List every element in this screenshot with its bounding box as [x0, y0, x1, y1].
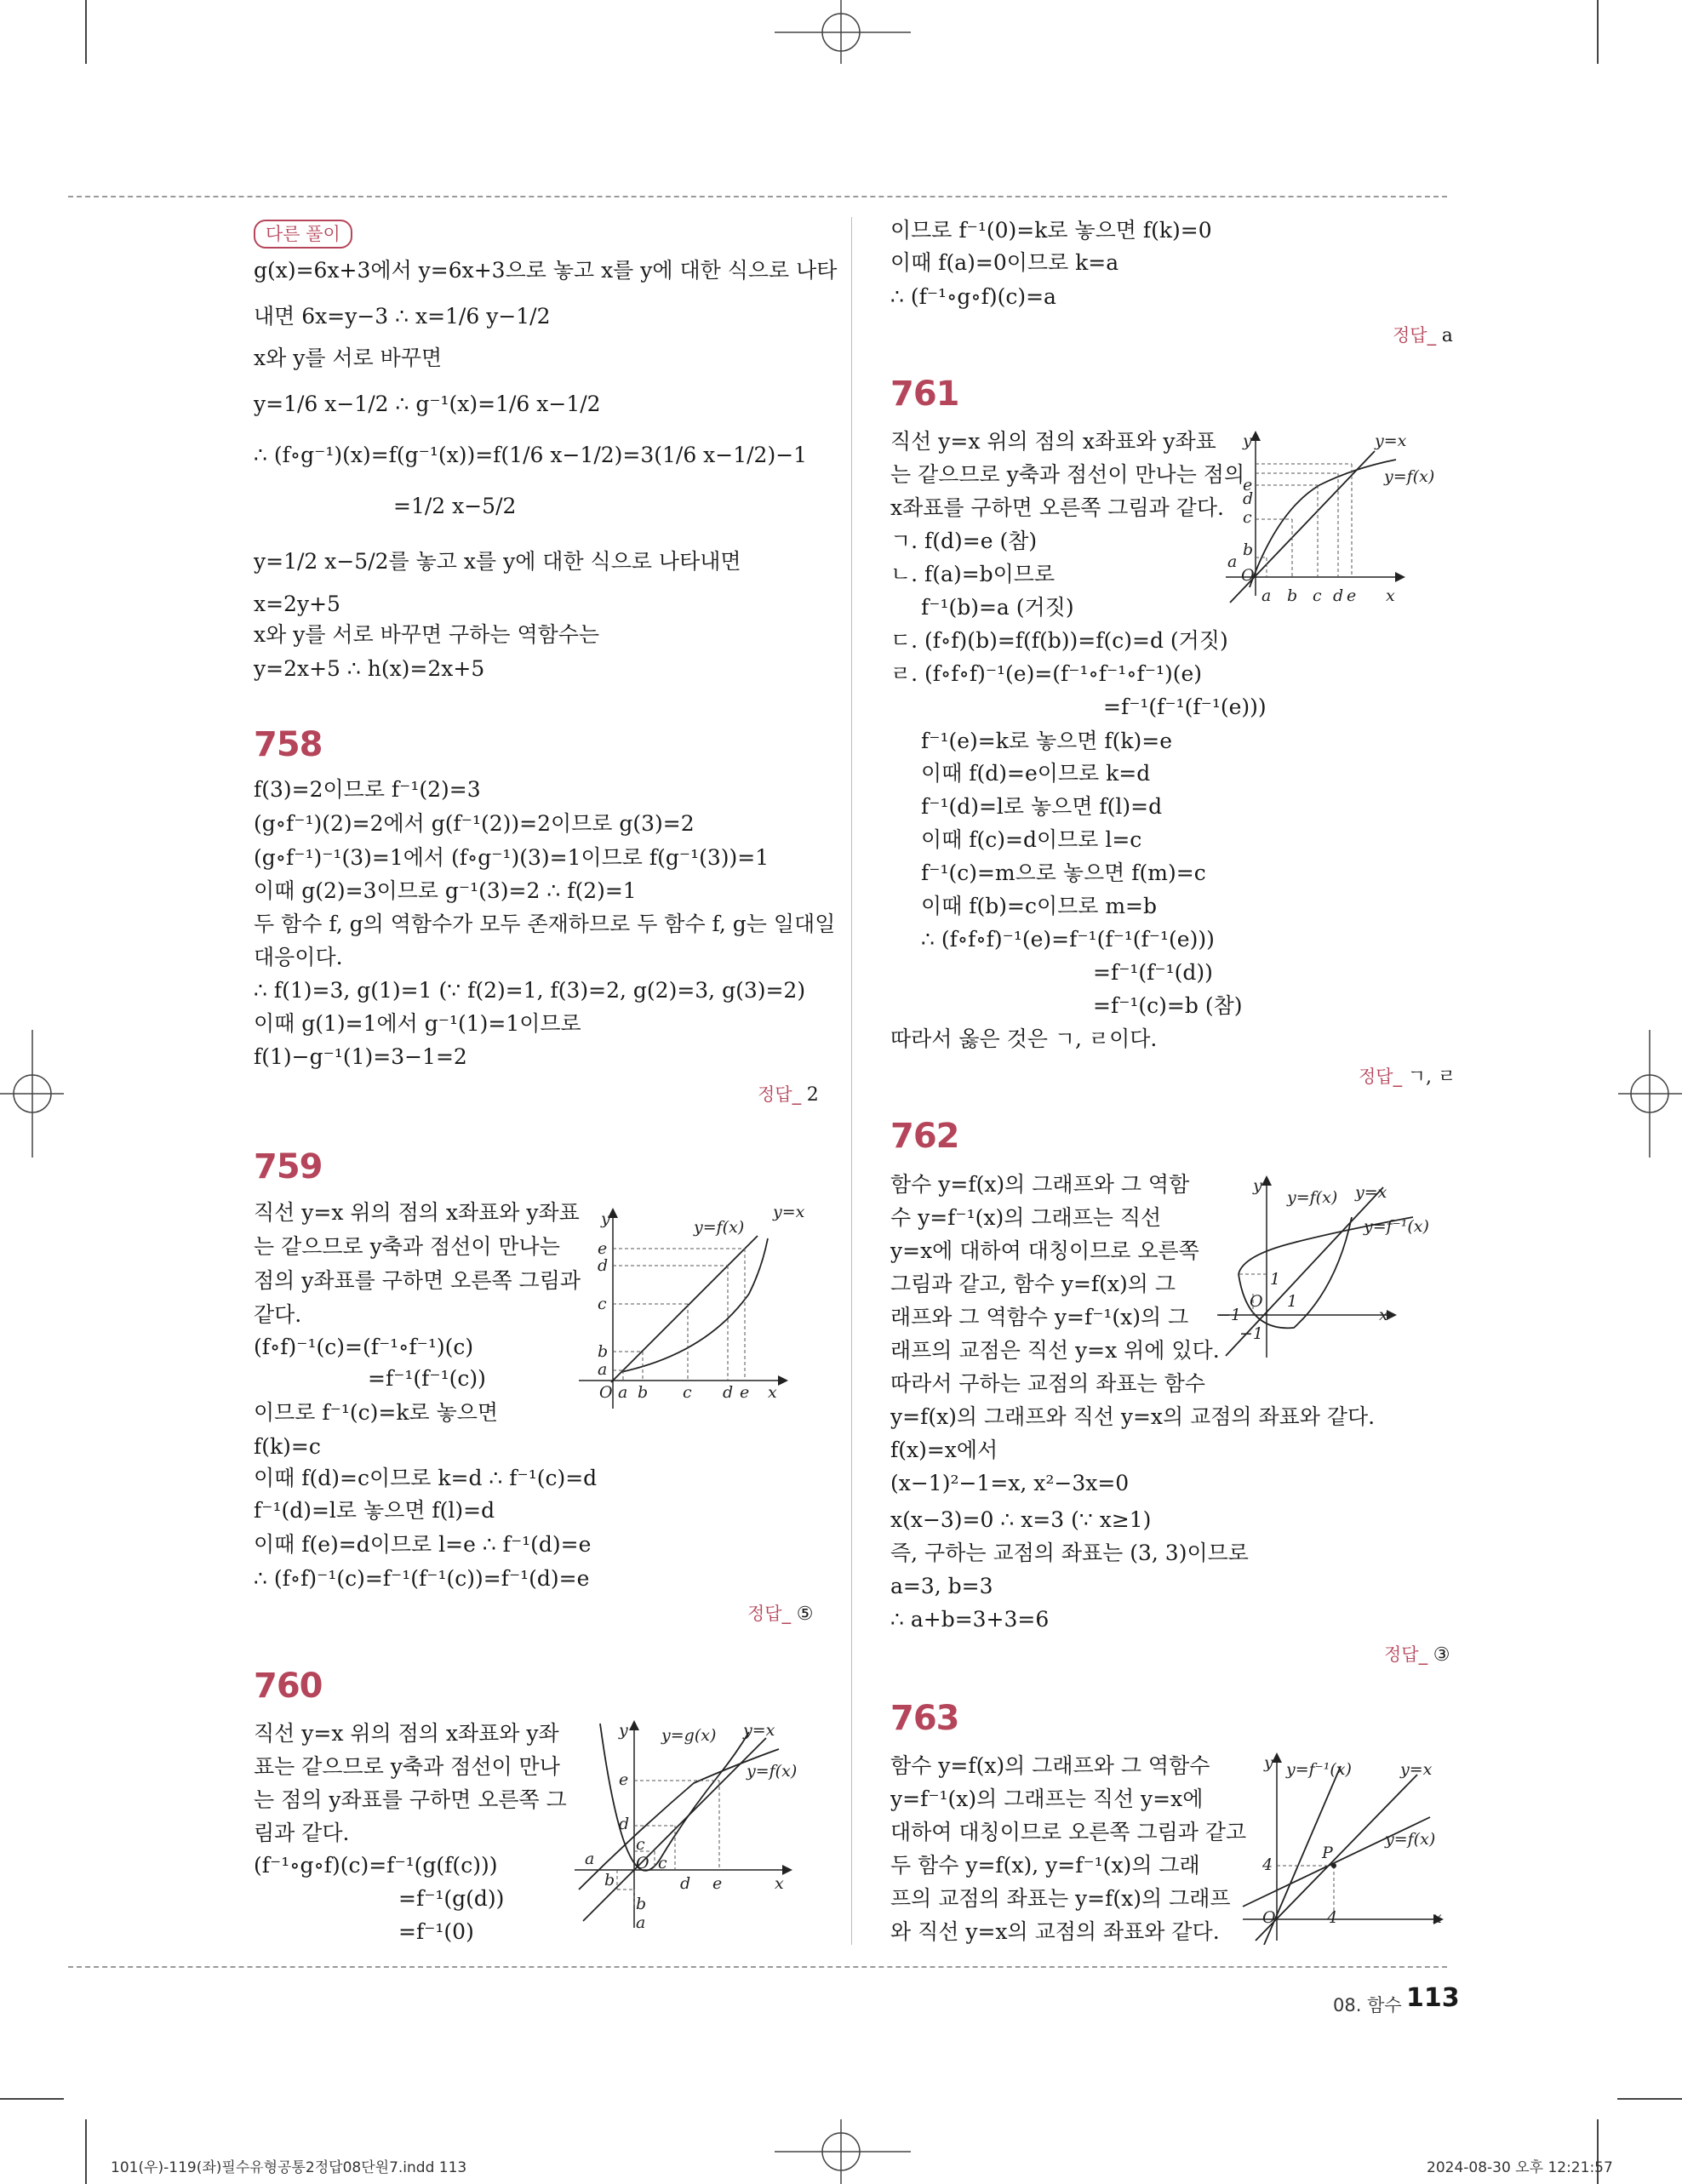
- solution-line: 수 y=f⁻¹(x)의 그래프는 직선: [890, 1205, 1162, 1230]
- graph-label: e: [712, 1874, 723, 1893]
- graph-label: c: [1313, 586, 1322, 605]
- solution-line: =f⁻¹(c)=b (참): [1093, 993, 1243, 1018]
- registration-mark: [766, 0, 919, 64]
- registration-mark: [766, 2119, 919, 2184]
- solution-line: =f⁻¹(f⁻¹(f⁻¹(e))): [1103, 695, 1267, 719]
- graph-label: 4: [1262, 1855, 1273, 1874]
- graph-label: b: [1243, 540, 1254, 559]
- graph-label: x: [768, 1383, 777, 1402]
- solution-line: 대응이다.: [254, 945, 343, 969]
- solution-line: (f∘f)⁻¹(c)=(f⁻¹∘f⁻¹)(c): [254, 1335, 474, 1359]
- graph-label: P: [1322, 1844, 1333, 1862]
- crop-mark: [85, 2119, 87, 2184]
- answer-value: ⑤: [796, 1604, 814, 1625]
- solution-line: 는 점의 y좌표를 구하면 오른쪽 그: [254, 1787, 567, 1812]
- solution-line: 이때 g(1)=1에서 g⁻¹(1)=1이므로: [254, 1011, 581, 1036]
- graph-label: y: [1253, 1176, 1262, 1195]
- graph-label: b: [638, 1383, 649, 1402]
- solution-line: 이때 f(d)=e이므로 k=d: [921, 761, 1151, 786]
- alt-line: x=2y+5: [254, 592, 340, 616]
- graph-label: b: [598, 1342, 609, 1361]
- graph-label: y=f⁻¹(x): [1286, 1760, 1352, 1779]
- solution-line: 직선 y=x 위의 점의 x좌표와 y좌표: [254, 1200, 580, 1225]
- solution-line: ∴ f(1)=3, g(1)=1 (∵ f(2)=1, f(3)=2, g(2)=3, g(3)=2): [254, 978, 806, 1003]
- graph-label: y=f(x): [694, 1218, 745, 1237]
- answer: [1359, 1062, 1456, 1089]
- answer-value: 2: [806, 1084, 819, 1106]
- graph-label: y: [1264, 1753, 1273, 1772]
- graph-label: b: [636, 1895, 647, 1913]
- crop-mark: [0, 2098, 64, 2100]
- solution-line: =f⁻¹(f⁻¹(c)): [368, 1366, 486, 1391]
- graph-label: −1: [1239, 1324, 1264, 1343]
- solution-line: 따라서 옳은 것은 ㄱ, ㄹ이다.: [890, 1026, 1158, 1051]
- solution-line: 는 같으므로 y축과 점선이 만나는 점의: [890, 462, 1245, 487]
- graph-label: x: [775, 1874, 784, 1893]
- solution-line: 이므로 f⁻¹(0)=k로 놓으면 f(k)=0: [890, 218, 1212, 243]
- alt-line: x와 y를 서로 바꾸면: [254, 346, 443, 370]
- solution-line: ㄷ. (f∘f)(b)=f(f(b))=f(c)=d (거짓): [890, 628, 1228, 653]
- solution-line: 는 같으므로 y축과 점선이 만나는: [254, 1234, 560, 1259]
- answer: [747, 1600, 814, 1626]
- problem-number: 761: [890, 374, 959, 414]
- alt-line: x와 y를 서로 바꾸면 구하는 역함수는: [254, 622, 600, 647]
- answer-label: 정답_: [1359, 1066, 1403, 1087]
- solution-line: 같다.: [254, 1302, 302, 1327]
- solution-line: 직선 y=x 위의 점의 x좌표와 y좌표: [890, 429, 1216, 454]
- solution-line: 두 함수 y=f(x), y=f⁻¹(x)의 그래: [890, 1853, 1200, 1878]
- solution-line: ㄴ. f(a)=b이므로: [890, 562, 1056, 586]
- solution-line: 이때 f(a)=0이므로 k=a: [890, 250, 1119, 275]
- solution-line: a=3, b=3: [890, 1574, 993, 1598]
- graph-label: e: [598, 1239, 608, 1258]
- graph-label: c: [1243, 508, 1252, 527]
- answer-label: 정답_: [1393, 325, 1437, 346]
- graph-label: 1: [1270, 1270, 1281, 1289]
- problem-number: 759: [254, 1147, 323, 1186]
- graph-762: [1209, 1170, 1464, 1366]
- solution-line: 래프의 교점은 직선 y=x 위에 있다.: [890, 1338, 1220, 1363]
- graph-label: c: [598, 1295, 607, 1313]
- graph-label: a: [585, 1850, 595, 1868]
- graph-label: 1: [1287, 1292, 1298, 1311]
- solution-line: ∴ (f∘f∘f)⁻¹(e)=f⁻¹(f⁻¹(f⁻¹(e))): [921, 927, 1215, 952]
- solution-line: x좌표를 구하면 오른쪽 그림과 같다.: [890, 495, 1224, 520]
- solution-line: 그림과 같고, 함수 y=f(x)의 그: [890, 1272, 1176, 1296]
- solution-line: 와 직선 y=x의 교점의 좌표와 같다.: [890, 1919, 1220, 1944]
- solution-line: (g∘f⁻¹)⁻¹(3)=1에서 (f∘g⁻¹)(3)=1이므로 f(g⁻¹(3))=1: [254, 845, 769, 870]
- alt-line: =1/2 x−5/2: [393, 494, 517, 518]
- alt-line: y=1/6 x−1/2 ∴ g⁻¹(x)=1/6 x−1/2: [254, 392, 601, 416]
- chapter-label: 08. 함수: [1333, 1995, 1402, 2015]
- answer-label: 정답_: [747, 1604, 792, 1624]
- solution-line: ∴ a+b=3+3=6: [890, 1607, 1050, 1632]
- solution-line: ㄱ. f(d)=e (참): [890, 529, 1038, 553]
- graph-label: x: [1386, 586, 1395, 605]
- answer: [1393, 322, 1453, 347]
- graph-label: a: [1262, 586, 1272, 605]
- graph-label: x: [1379, 1306, 1388, 1324]
- graph-label: y=f(x): [1287, 1188, 1338, 1207]
- graph-label: e: [740, 1383, 750, 1402]
- crop-mark: [1597, 0, 1599, 64]
- solution-line: f⁻¹(d)=l로 놓으면 f(l)=d: [921, 794, 1163, 819]
- solution-line: 이때 f(b)=c이므로 m=b: [921, 894, 1158, 918]
- solution-line: 이때 f(e)=d이므로 l=e ∴ f⁻¹(d)=e: [254, 1532, 592, 1557]
- solution-line: f(x)=x에서: [890, 1438, 998, 1462]
- problem-number: 760: [254, 1667, 323, 1706]
- graph-label: y=f⁻¹(x): [1364, 1217, 1429, 1236]
- alt-line: y=2x+5 ∴ h(x)=2x+5: [254, 656, 485, 681]
- solution-line: 함수 y=f(x)의 그래프와 그 역함수: [890, 1753, 1210, 1778]
- answer-value: ③: [1433, 1644, 1450, 1666]
- solution-line: 즉, 구하는 교점의 좌표는 (3, 3)이므로: [890, 1541, 1249, 1565]
- solution-line: =f⁻¹(f⁻¹(d)): [1093, 960, 1213, 985]
- graph-label: y: [1243, 432, 1252, 450]
- graph-label: O: [599, 1383, 613, 1402]
- solution-line: 림과 같다.: [254, 1821, 350, 1845]
- solution-line: f⁻¹(c)=m으로 놓으면 f(m)=c: [921, 860, 1206, 885]
- problem-number: 762: [890, 1117, 959, 1156]
- graph-761: [1217, 426, 1464, 613]
- solution-line: 이때 f(d)=c이므로 k=d ∴ f⁻¹(c)=d: [254, 1466, 598, 1490]
- graph-label: a: [636, 1913, 646, 1932]
- graph-label: O: [1241, 566, 1255, 585]
- solution-line: =f⁻¹(g(d)): [398, 1886, 505, 1911]
- graph-label: y: [601, 1209, 610, 1228]
- graph-label: y=f(x): [747, 1762, 798, 1781]
- crop-mark: [85, 0, 87, 64]
- solution-line: (g∘f⁻¹)(2)=2에서 g(f⁻¹(2))=2이므로 g(3)=2: [254, 811, 695, 836]
- graph-label: e: [1243, 476, 1253, 495]
- alt-line: y=1/2 x−5/2를 놓고 x를 y에 대한 식으로 나타내면: [254, 549, 741, 574]
- column-divider: [851, 217, 852, 1945]
- graph-label: y=x: [773, 1203, 805, 1221]
- crop-mark: [1617, 2098, 1682, 2100]
- solution-line: 프의 교점의 좌표는 y=f(x)의 그래프: [890, 1886, 1231, 1911]
- alt-line: g(x)=6x+3에서 y=6x+3으로 놓고 x를 y에 대한 식으로 나타: [254, 258, 838, 283]
- problem-number: 758: [254, 725, 323, 764]
- graph-label: d: [598, 1256, 609, 1275]
- graph-label: O: [1250, 1292, 1263, 1311]
- answer: [1384, 1641, 1450, 1667]
- solution-line: (x−1)²−1=x, x²−3x=0: [890, 1471, 1130, 1495]
- alt-line: ∴ (f∘g⁻¹)(x)=f(g⁻¹(x))=f(1/6 x−1/2)=3(1/6 x−1/2)−1: [254, 443, 808, 467]
- solution-line: y=f(x)의 그래프와 직선 y=x의 교점의 좌표와 같다.: [890, 1404, 1376, 1429]
- solution-line: x(x−3)=0 ∴ x=3 (∵ x≥1): [890, 1507, 1152, 1532]
- graph-label: b: [604, 1871, 615, 1890]
- alt-line: 내면 6x=y−3 ∴ x=1/6 y−1/2: [254, 304, 551, 329]
- solution-line: ㄹ. (f∘f∘f)⁻¹(e)=(f⁻¹∘f⁻¹∘f⁻¹)(e): [890, 661, 1203, 686]
- graph-label: y=x: [1400, 1760, 1433, 1779]
- solution-line: 점의 y좌표를 구하면 오른쪽 그림과: [254, 1268, 581, 1293]
- graph-label: c: [636, 1835, 645, 1854]
- solution-line: 대하여 대칭이므로 오른쪽 그림과 같고: [890, 1820, 1247, 1844]
- graph-label: d: [680, 1874, 691, 1893]
- timestamp: 2024-08-30 오후 12:21:57: [1427, 2159, 1613, 2176]
- solution-line: 이때 f(c)=d이므로 l=c: [921, 827, 1142, 852]
- graph-label: O: [636, 1854, 649, 1872]
- solution-line: 직선 y=x 위의 점의 x좌표와 y좌: [254, 1721, 559, 1746]
- solution-line: f(k)=c: [254, 1434, 321, 1459]
- solution-line: 함수 y=f(x)의 그래프와 그 역함: [890, 1172, 1190, 1197]
- graph-760: [566, 1715, 821, 1936]
- bottom-rule: [68, 1966, 1447, 1968]
- solution-line: f(1)−g⁻¹(1)=3−1=2: [254, 1044, 467, 1069]
- solution-line: 래프와 그 역함수 y=f⁻¹(x)의 그: [890, 1305, 1189, 1329]
- graph-763: [1239, 1749, 1464, 1945]
- graph-759: [579, 1200, 817, 1413]
- graph-label: y=x: [743, 1721, 775, 1740]
- graph-label: 4: [1327, 1908, 1338, 1927]
- intersection-point: [1331, 1863, 1336, 1868]
- graph-label: d: [723, 1383, 734, 1402]
- graph-label: y=f(x): [1384, 467, 1435, 486]
- solution-line: =f⁻¹(0): [398, 1919, 474, 1944]
- answer-value: a: [1441, 325, 1453, 346]
- answer-label: 정답_: [758, 1084, 802, 1105]
- graph-label: a: [1227, 552, 1238, 571]
- answer-value: ㄱ, ㄹ: [1407, 1066, 1456, 1088]
- solution-line: f⁻¹(e)=k로 놓으면 f(k)=e: [921, 729, 1173, 753]
- solution-line: 두 함수 f, g의 역함수가 모두 존재하므로 두 함수 f, g는 일대일: [254, 912, 836, 936]
- top-rule: [68, 196, 1447, 197]
- solution-line: y=f⁻¹(x)의 그래프는 직선 y=x에: [890, 1787, 1204, 1811]
- graph-label: y=g(x): [661, 1726, 717, 1745]
- graph-label: y=f(x): [1385, 1830, 1436, 1849]
- solution-line: y=x에 대하여 대칭이므로 오른쪽: [890, 1238, 1199, 1263]
- answer-label: 정답_: [1384, 1644, 1428, 1665]
- problem-number: 763: [890, 1699, 959, 1738]
- graph-label: y=x: [1375, 432, 1407, 450]
- graph-label: a: [598, 1360, 608, 1379]
- graph-label: e: [619, 1770, 629, 1789]
- solution-line: ∴ (f∘f)⁻¹(c)=f⁻¹(f⁻¹(c))=f⁻¹(d)=e: [254, 1566, 590, 1591]
- page-number: 113: [1406, 1983, 1460, 2013]
- graph-label: −1: [1217, 1306, 1242, 1324]
- solution-line: 따라서 구하는 교점의 좌표는 함수: [890, 1371, 1205, 1396]
- graph-label: a: [618, 1383, 628, 1402]
- registration-mark: [0, 1021, 64, 1166]
- graph-label: O: [1262, 1908, 1276, 1927]
- graph-label: e: [1347, 586, 1357, 605]
- graph-label: d: [619, 1815, 630, 1833]
- file-name: 101(우)-119(좌)필수유형공통2정답08단원7.indd 113: [111, 2159, 467, 2176]
- graph-label: d: [1333, 586, 1344, 605]
- graph-label: c: [683, 1383, 692, 1402]
- graph-label: d: [1243, 489, 1254, 508]
- graph-label: x: [1433, 1908, 1442, 1927]
- answer: [758, 1081, 819, 1106]
- graph-label: c: [658, 1854, 667, 1872]
- solution-line: ∴ (f⁻¹∘g∘f)(c)=a: [890, 284, 1056, 309]
- graph-label: y=x: [1355, 1183, 1387, 1202]
- solution-line: f⁻¹(b)=a (거짓): [921, 595, 1074, 620]
- solution-line: 표는 같으므로 y축과 점선이 만나: [254, 1754, 560, 1779]
- solution-line: f⁻¹(d)=l로 놓으면 f(l)=d: [254, 1498, 495, 1523]
- graph-label: y: [619, 1721, 628, 1740]
- graph-label: b: [1287, 586, 1298, 605]
- solution-line: 이때 g(2)=3이므로 g⁻¹(3)=2 ∴ f(2)=1: [254, 878, 637, 903]
- registration-mark: [1618, 1021, 1682, 1166]
- solution-line: (f⁻¹∘g∘f)(c)=f⁻¹(g(f(c))): [254, 1853, 498, 1878]
- alt-solution-badge: 다른 풀이: [254, 220, 352, 249]
- solution-line: f(3)=2이므로 f⁻¹(2)=3: [254, 777, 481, 802]
- solution-line: 이므로 f⁻¹(c)=k로 놓으면: [254, 1400, 499, 1425]
